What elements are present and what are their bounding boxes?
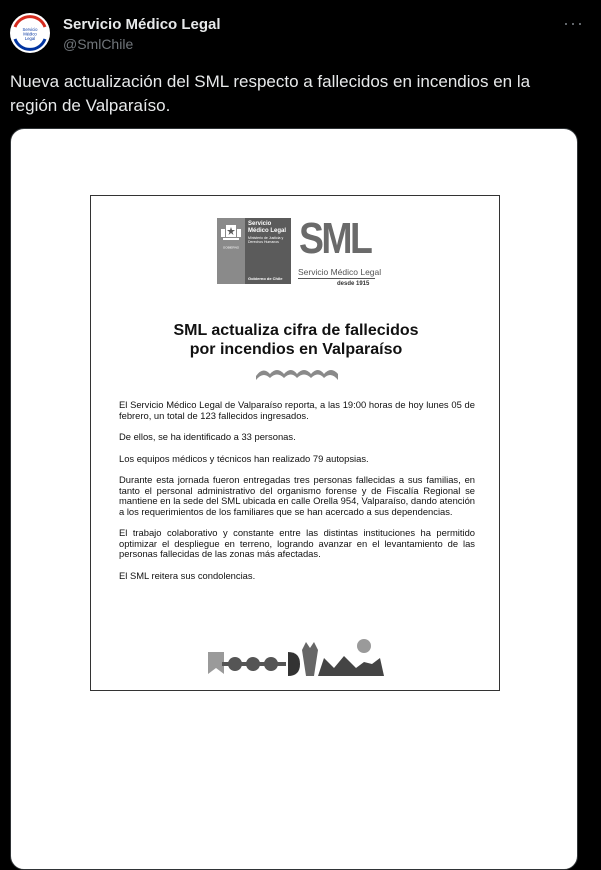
logo-line3: Ministerio de Justicia y Derechos Humanos bbox=[248, 236, 284, 244]
document-title bbox=[91, 321, 501, 359]
document-title-line2: por incendios en Valparaíso bbox=[189, 341, 403, 358]
crest-text: GOBIERNO bbox=[222, 245, 240, 250]
wave-ornament-icon bbox=[256, 366, 338, 382]
avatar-text-1: Servicio bbox=[22, 27, 38, 32]
document-paragraph-5: El trabajo colaborativo y constante entre las distintas instituciones ha permitido optimizar el despliegue en terreno, logrando avanzar en el levantamiento de las personas fallecidas de las zonas más afectadas. bbox=[119, 527, 475, 559]
more-horizontal-icon[interactable]: ··· bbox=[563, 13, 584, 33]
logo-mid-panel bbox=[245, 218, 291, 284]
tweet-text: Nueva actualización del SML respecto a fallecidos en incendios en la región de Valparaíso. bbox=[10, 72, 531, 115]
document-title-line1: SML actualiza cifra de fallecidos bbox=[173, 322, 419, 339]
avatar[interactable] bbox=[10, 13, 50, 53]
logo-acronym: SML bbox=[299, 214, 371, 263]
author-name[interactable]: Servicio Médico Legal bbox=[63, 16, 221, 33]
avatar-text-3: Legal bbox=[24, 36, 36, 41]
document-paragraph-6: El SML reitera sus condolencias. bbox=[119, 569, 256, 581]
logo-left-panel bbox=[217, 218, 245, 284]
sml-logo bbox=[217, 214, 382, 288]
logo-subtitle: Servicio Médico Legal bbox=[298, 267, 382, 277]
chile-coat-of-arms-icon bbox=[219, 222, 243, 244]
document-paragraph-2: De ellos, se ha identificado a 33 personas. bbox=[119, 431, 296, 442]
tweet-media[interactable] bbox=[10, 128, 578, 870]
logo-line1: Servicio bbox=[248, 221, 272, 227]
document-body bbox=[119, 400, 475, 592]
logo-line2: Médico Legal bbox=[248, 228, 287, 234]
tweet-header bbox=[10, 13, 590, 57]
document-paragraph-1: El Servicio Médico Legal de Valparaíso reporta, a las 19:00 horas de hoy lunes 05 de febrero, un total de 123 fallecidos ingresados. bbox=[119, 399, 475, 421]
author-handle[interactable]: @SmlChile bbox=[63, 36, 134, 52]
document-paragraph-4: Durante esta jornada fueron entregadas tres personas fallecidas a sus familias, en tanto el personal administrativo del organismo forense y de Fiscalía Regional se mantiene en la sede del SML ubicada en calle Orella 954, Valparaíso, dando atención a los requerimientos de los familiares que se han acercado a sus dependencias. bbox=[119, 474, 475, 517]
document-paragraph-3: Los equipos médicos y técnicos han realizado 79 autopsias. bbox=[119, 452, 369, 464]
logo-line4: Gobierno de Chile bbox=[248, 276, 283, 281]
crest-caption bbox=[217, 244, 245, 250]
logo-since: desde 1915 bbox=[337, 281, 370, 287]
decorative-shapes-icon bbox=[208, 638, 384, 680]
press-release-document bbox=[90, 195, 500, 691]
avatar-text-2: Médico bbox=[23, 31, 37, 37]
logo-divider bbox=[298, 278, 375, 279]
sml-logo-icon bbox=[10, 13, 50, 53]
